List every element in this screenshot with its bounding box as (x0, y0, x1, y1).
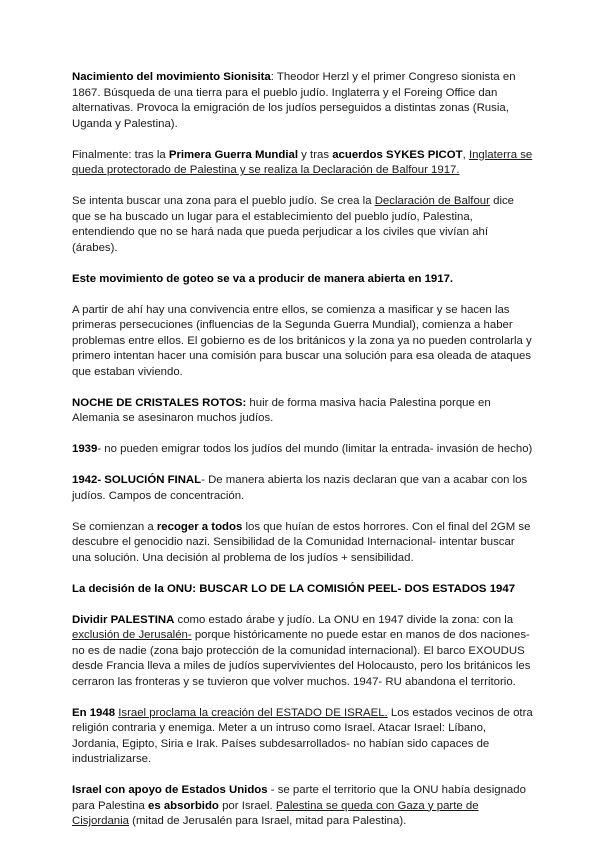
paragraph-balfour (72, 194, 534, 256)
underlined-text: Israel proclama la creación del ESTADO DE ISRAEL. (118, 706, 388, 719)
bold-text: NOCHE DE CRISTALES ROTOS: (72, 396, 247, 409)
paragraph-convivencia: A partir de ahí hay una convivencia entre ellos, se comienza a masificar y se hacen las primeras persecuciones (influencias de la Segunda Guerra Mundial), comienza a haber problemas entre ellos. El gobierno es de los británicos y la zona ya no pueden controlarla y primero intentan hacer una comisión para buscar una solución para esa oleada de ataques que estaban viviendo. (72, 303, 532, 378)
paragraph-1948 (72, 706, 534, 768)
text: huir de forma masiva hacia Palestina porque en Alemania se asesinaron muchos judíos. (72, 396, 491, 424)
heading-onu: La decisión de la ONU: BUSCAR LO DE LA COMISIÓN PEEL- DOS ESTADOS 1947 (72, 582, 516, 595)
text: los que huían de estos horrores. Con el final del 2GM se descubre el genocidio nazi. Sensibilidad de la Comunidad Internacional- intentar buscar una solución. Una decisión al problema de los judíos + sensibilidad. (72, 520, 531, 564)
paragraph-estados-unidos (72, 783, 534, 830)
paragraph-recoger (72, 520, 534, 567)
text: - De manera abierta los nazis declaran que van a acabar con los judíos. Campos de concentración. (72, 474, 528, 502)
text: - se parte el territorio que la ONU había designado para Palestina (72, 784, 526, 812)
text: - no pueden emigrar todos los judíos del mundo (limitar la entrada- invasión de hecho) (97, 443, 533, 455)
bold-text: En 1948 (72, 706, 116, 719)
bold-text: Israel con apoyo de Estados Unidos (72, 784, 268, 796)
paragraph-dividir-palestina (72, 613, 534, 691)
bold-text: acuerdos SYKES PICOT (332, 148, 463, 161)
text: como estado árabe y judío. La ONU en 1947 divide la zona: con la (174, 613, 514, 626)
underlined-text: exclusión de Jerusalén- (72, 629, 192, 641)
text: Los estados vecinos de otra religión contraria y enemiga. Meter a un intruso como Israel. Atacar Israel: Líbano, Jordania, Egipto, Siria e Irak. Países subdesarrollados- no habían sido capaces de industrializarse. (72, 706, 533, 765)
text: y tras (298, 148, 333, 161)
bold-text: 1942- SOLUCIÓN FINAL (72, 474, 202, 486)
bold-text: es absorbido (148, 799, 219, 812)
underlined-text: Declaración de Balfour (374, 195, 490, 207)
bold-text: Dividir PALESTINA (72, 613, 175, 626)
text: Finalmente: tras la (72, 148, 169, 161)
text: , (462, 148, 469, 161)
underlined-text: Palestina se queda con Gaza y parte de Cisjordania (72, 799, 479, 827)
underlined-text: Inglaterra se queda protectorado de Palestina y se realiza la Declaración de Balfour 1917. (72, 148, 533, 176)
bold-text: recoger a todos (156, 520, 243, 533)
paragraph-1942 (72, 473, 534, 504)
text: dice que se ha buscado un lugar para el establecimiento del pueblo judío, Palestina, entendiendo que no se hará nada que pueda perjudicar a los civiles que vivían ahí (árabes). (72, 195, 515, 254)
text: (mitad de Jerusalén para Israel, mitad para Palestina). (128, 815, 407, 827)
paragraph-sionismo (72, 70, 534, 132)
text: Se intenta buscar una zona para el pueblo judío. Se crea la (72, 195, 375, 207)
paragraph-1939 (72, 442, 534, 458)
bold-text: 1939 (72, 443, 98, 455)
paragraph-noche-cristales (72, 396, 534, 427)
paragraph-finalmente (72, 148, 534, 179)
document-page (72, 70, 534, 845)
text: Se comienzan a (72, 520, 157, 533)
bold-text: Nacimiento del movimiento Sionisita (72, 71, 271, 83)
text: : Theodor Herzl y el primer Congreso sionista en 1867. Búsqueda de una tierra para el pueblo judío. Inglaterra y el Foreing Office dan alternativas. Provoca la emigración de los judíos perseguidos a distintas zonas (Rusia, Uganda y Palestina). (72, 71, 516, 130)
heading-goteo: Este movimiento de goteo se va a producir de manera abierta en 1917. (72, 272, 454, 285)
text: por Israel. (218, 799, 276, 812)
bold-text: Primera Guerra Mundial (168, 148, 298, 161)
text: porque históricamente no puede estar en manos de dos naciones- no es de nadie (zona bajo protección de la comunidad internacional). El barco EXOUDUS desde Francia lleva a miles de judíos supervivientes del Holocausto, pero los británicos les cerraron las fronteras y se tuvieron que volver muchos. 1947- RU abandona el territorio. (72, 629, 531, 688)
